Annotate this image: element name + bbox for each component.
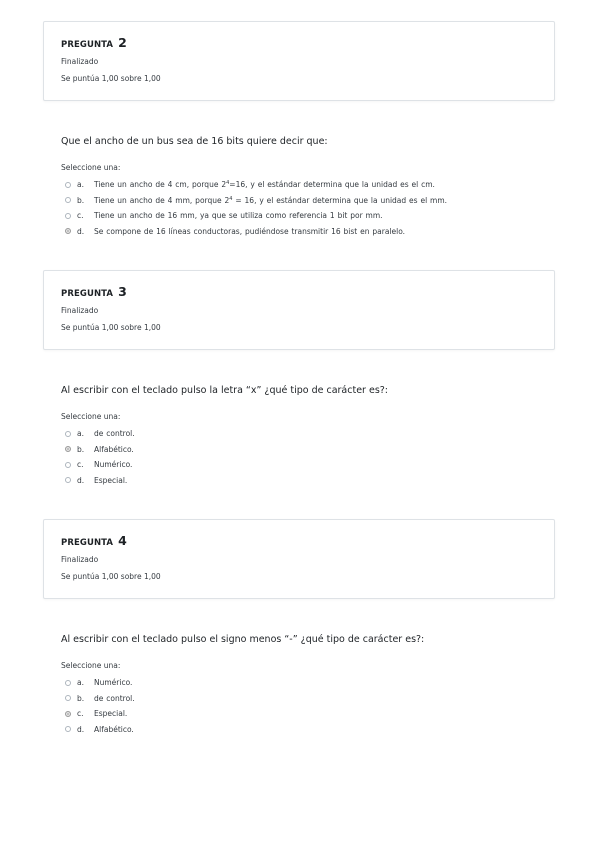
question-info-card xyxy=(43,519,555,599)
question-label: PREGUNTA xyxy=(61,40,114,50)
question-content xyxy=(61,136,561,239)
answer-prompt: Seleccione una: xyxy=(61,412,121,421)
answer-text: Tiene un ancho de 4 mm, porque $2^4 = 16$, y el estándar determina que la unidad es el mm. xyxy=(94,195,448,205)
question-grade: Se puntúa 1,00 sobre 1,00 xyxy=(61,572,161,581)
radio-button[interactable] xyxy=(65,462,71,468)
answer-letter: b. xyxy=(77,195,85,205)
question-grade: Se puntúa 1,00 sobre 1,00 xyxy=(61,323,161,332)
answer-option[interactable] xyxy=(65,473,561,489)
radio-button[interactable] xyxy=(65,213,71,219)
question-text: Que el ancho de un bus sea de 16 bits quiere decir que: xyxy=(61,136,328,147)
superscript: 4 xyxy=(226,180,230,187)
radio-button-selected[interactable] xyxy=(65,228,71,234)
question-content xyxy=(61,634,561,737)
answer-prompt: Seleccione una: xyxy=(61,163,121,172)
answer-letter: a. xyxy=(77,180,84,190)
question-label: PREGUNTA xyxy=(61,289,114,299)
radio-button-selected[interactable] xyxy=(65,711,71,717)
radio-button[interactable] xyxy=(65,431,71,437)
radio-button-selected[interactable] xyxy=(65,446,71,452)
answer-text: Alfabético. xyxy=(94,444,134,454)
answer-option[interactable] xyxy=(65,706,561,722)
answer-text: Tiene un ancho de 16 mm, ya que se utiliza como referencia 1 bit por mm. xyxy=(94,211,383,221)
radio-button[interactable] xyxy=(65,726,71,732)
question-content xyxy=(61,385,561,488)
answer-text: Se compone de 16 líneas conductoras, pudiéndose transmitir 16 bist en paralelo. xyxy=(94,226,406,236)
answer-option[interactable] xyxy=(65,224,561,240)
radio-button[interactable] xyxy=(65,197,71,203)
answer-letter: a. xyxy=(77,429,84,439)
radio-button[interactable] xyxy=(65,477,71,483)
question-info-card xyxy=(43,21,555,101)
question-number: 4 xyxy=(118,533,127,548)
answer-letter: a. xyxy=(77,678,84,688)
radio-button[interactable] xyxy=(65,680,71,686)
answer-letter: c. xyxy=(77,460,84,470)
answer-letter: b. xyxy=(77,693,85,703)
answer-text: de control. xyxy=(94,429,135,439)
question-state: Finalizado xyxy=(61,57,99,66)
answer-text: Especial. xyxy=(94,475,128,485)
answer-text: Alfabético. xyxy=(94,724,134,734)
question-text: Al escribir con el teclado pulso el signo menos “-” ¿qué tipo de carácter es?: xyxy=(61,634,425,645)
question-number: 2 xyxy=(118,35,127,50)
answer-text: Especial. xyxy=(94,709,128,719)
answer-option[interactable] xyxy=(65,426,561,442)
radio-button[interactable] xyxy=(65,182,71,188)
answer-option[interactable] xyxy=(65,722,561,738)
question-label: PREGUNTA xyxy=(61,538,114,548)
answer-list xyxy=(65,426,561,488)
question-title xyxy=(61,35,127,50)
question-number: 3 xyxy=(118,284,127,299)
question-state: Finalizado xyxy=(61,555,99,564)
question-grade: Se puntúa 1,00 sobre 1,00 xyxy=(61,74,161,83)
answer-list xyxy=(65,177,561,239)
answer-option[interactable] xyxy=(65,691,561,707)
question-state: Finalizado xyxy=(61,306,99,315)
answer-option[interactable] xyxy=(65,675,561,691)
answer-option[interactable] xyxy=(65,177,561,193)
question-title xyxy=(61,533,127,548)
answer-option[interactable] xyxy=(65,457,561,473)
answer-option[interactable] xyxy=(65,442,561,458)
answer-text: Numérico. xyxy=(94,460,133,470)
radio-button[interactable] xyxy=(65,695,71,701)
answer-letter: d. xyxy=(77,475,85,485)
question-text: Al escribir con el teclado pulso la letra “x” ¿qué tipo de carácter es?: xyxy=(61,385,389,396)
answer-prompt: Seleccione una: xyxy=(61,661,121,670)
answer-option[interactable] xyxy=(65,208,561,224)
answer-letter: c. xyxy=(77,709,84,719)
answer-text: Tiene un ancho de 4 cm, porque $2^4=16$, y el estándar determina que la unidad es el cm. xyxy=(94,180,435,190)
superscript: 4 xyxy=(229,195,233,202)
question-title xyxy=(61,284,127,299)
answer-letter: d. xyxy=(77,724,85,734)
answer-text: Numérico. xyxy=(94,678,133,688)
answer-option[interactable] xyxy=(65,193,561,209)
answer-text: de control. xyxy=(94,693,135,703)
answer-letter: b. xyxy=(77,444,85,454)
answer-letter: d. xyxy=(77,226,85,236)
question-info-card xyxy=(43,270,555,350)
answer-list xyxy=(65,675,561,737)
answer-letter: c. xyxy=(77,211,84,221)
